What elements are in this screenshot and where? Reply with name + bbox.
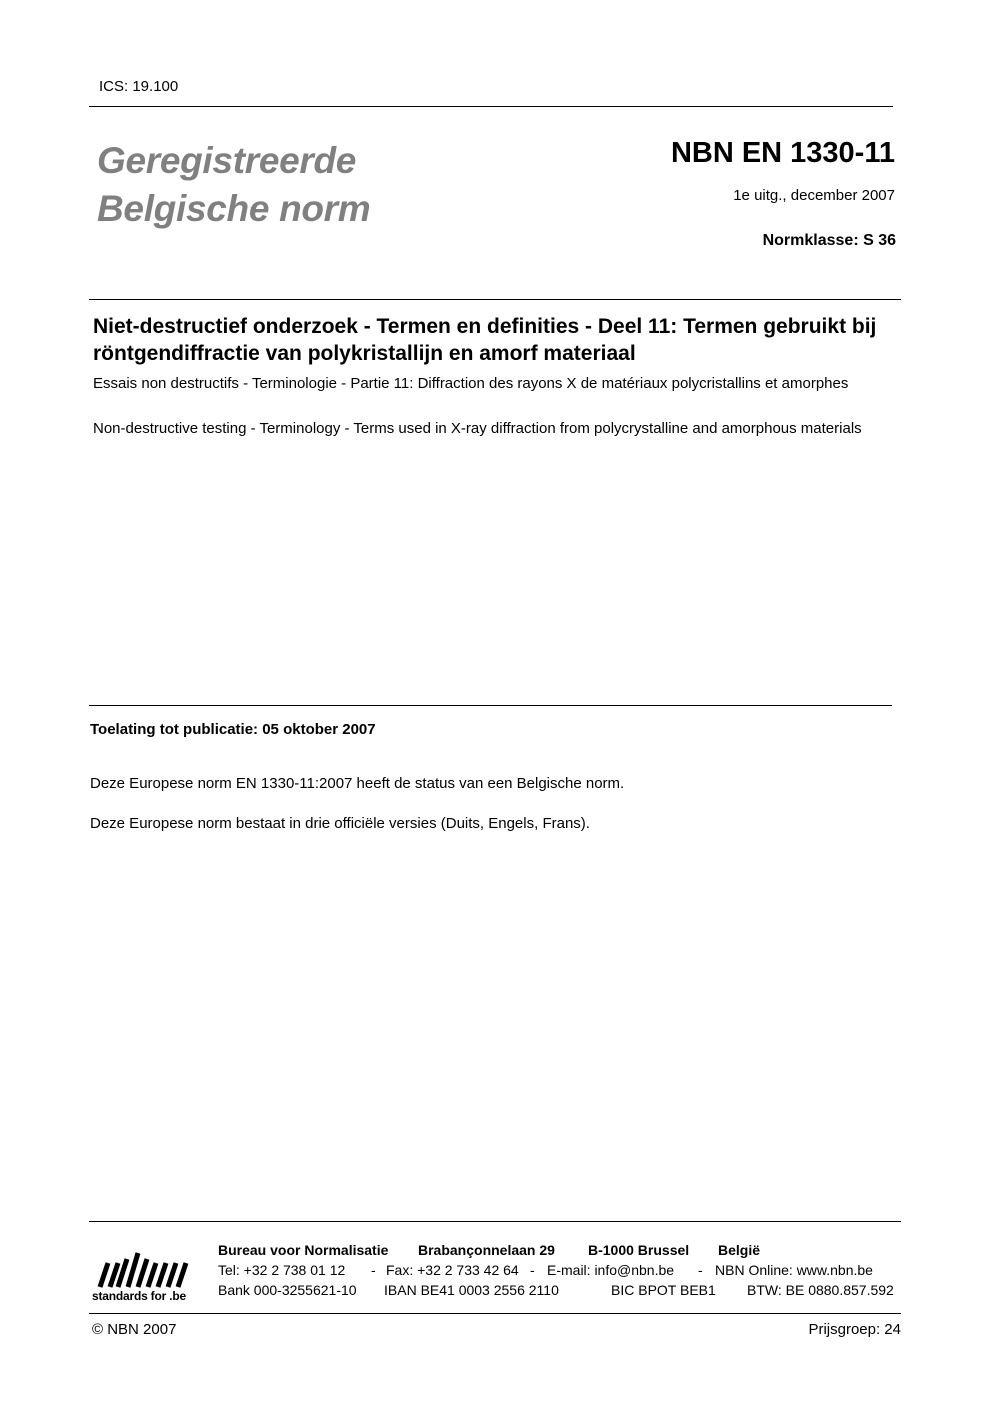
iban: IBAN BE41 0003 2556 2110 (384, 1282, 559, 1298)
edition: 1e uitg., december 2007 (733, 187, 895, 204)
ics-code: ICS: 19.100 (99, 78, 179, 95)
contact-line-3 (218, 1282, 894, 1298)
registered-title (97, 137, 370, 233)
header-rule (89, 106, 893, 107)
title-rule (89, 299, 901, 300)
contact-line-1 (218, 1242, 760, 1258)
bureau-name: Bureau voor Normalisatie (218, 1242, 389, 1258)
title-french: Essais non destructifs - Terminologie - Partie 11: Diffraction des rayons X de matériaux polycristallins et amorphes (93, 375, 849, 392)
title-english: Non-destructive testing - Terminology - Terms used in X-ray diffraction from polycrystalline and amorphous materials (93, 420, 862, 437)
separator: - (371, 1262, 376, 1278)
telephone: Tel: +32 2 738 01 12 (218, 1262, 346, 1278)
copyright: © NBN 2007 (92, 1321, 177, 1338)
email-link[interactable]: E-mail: info@nbn.be (547, 1262, 675, 1278)
fax: Fax: +32 2 733 42 64 (386, 1262, 519, 1278)
price-group: Prijsgroep: 24 (808, 1321, 901, 1338)
address: Brabançonnelaan 29 (418, 1242, 555, 1258)
registered-title-line2: Belgische norm (97, 188, 371, 229)
status-paragraph: Deze Europese norm EN 1330-11:2007 heeft de status van een Belgische norm. (90, 775, 625, 792)
separator: - (698, 1262, 703, 1278)
title-dutch: Niet-destructief onderzoek - Termen en definities - Deel 11: Termen gebruikt bij röntgendiffractie van polykristallijn en amorf materiaal (93, 315, 877, 365)
logo-tagline: standards for .be (92, 1289, 186, 1303)
website-link[interactable]: NBN Online: www.nbn.be (715, 1262, 873, 1278)
bank-account: Bank 000-3255621-10 (218, 1282, 357, 1298)
contact-line-2 (218, 1262, 873, 1278)
registered-title-line1: Geregistreerde (97, 140, 357, 181)
vat-number: BTW: BE 0880.857.592 (747, 1282, 894, 1298)
approval-rule (89, 705, 892, 706)
norm-class: Normklasse: S 36 (762, 232, 896, 249)
country: België (718, 1242, 761, 1258)
standard-number: NBN EN 1330-11 (670, 137, 895, 169)
versions-paragraph: Deze Europese norm bestaat in drie officiële versies (Duits, Engels, Frans). (90, 815, 590, 832)
footer-rule-bottom (89, 1313, 901, 1314)
city: B-1000 Brussel (588, 1242, 690, 1258)
bic: BIC BPOT BEB1 (611, 1282, 716, 1298)
separator: - (530, 1262, 535, 1278)
footer-rule-top (89, 1221, 901, 1222)
approval-date: Toelating tot publicatie: 05 oktober 2007 (90, 721, 376, 738)
